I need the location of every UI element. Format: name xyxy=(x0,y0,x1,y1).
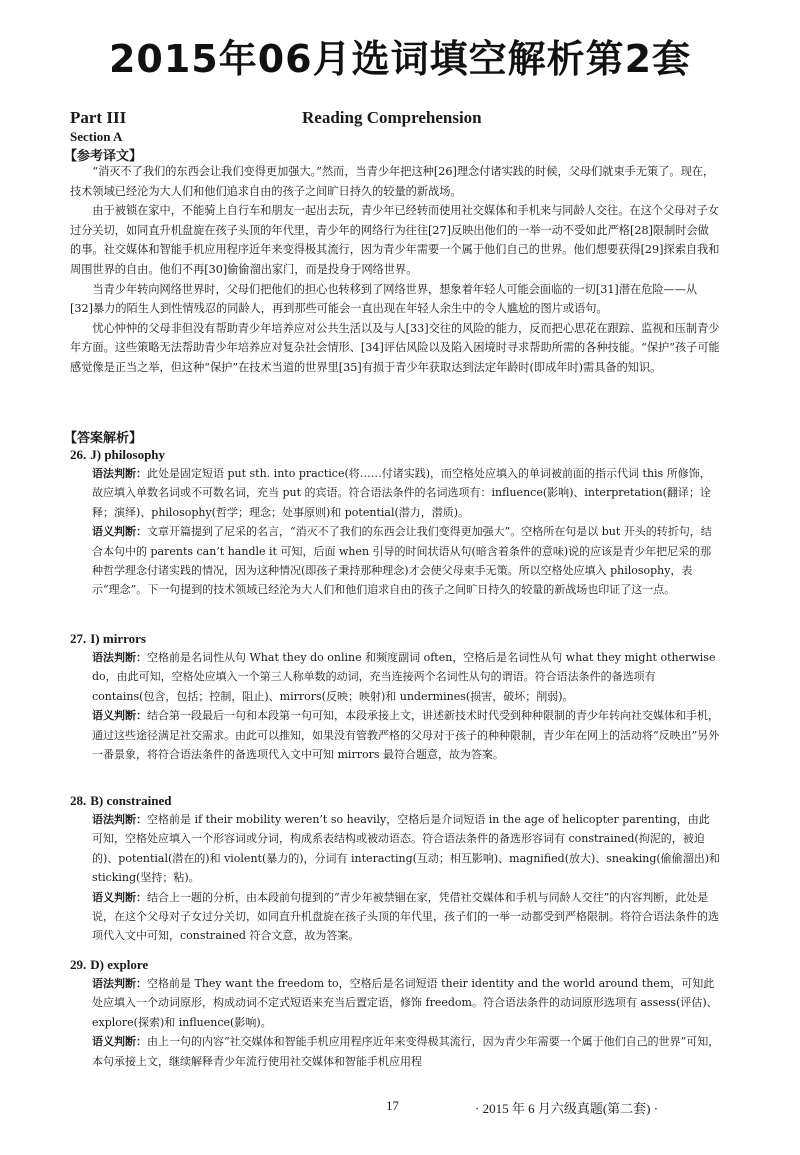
analysis-text: 空格前是 if their mobility weren’t so heavily，空格后是介词短语 in the age of helicopter parenting，由此可知，空格处应填入一个形容词或分词，构成系表结构或被动语态。符合语法条件的备选形容词有 constrained(拘泥的，被迫的)、potential(潜在的)和 violent(暴力的)，分词有 interacting(互动；相互影响)、magnified(放大)、sneaking(偷偷溜出)和 sticking(坚持；粘)。 xyxy=(92,813,720,885)
translation-heading: 【参考译文】 xyxy=(64,149,143,164)
answer-choice: D) explore xyxy=(90,957,149,972)
translation-paragraph: 当青少年转向网络世界时，父母们把他们的担心也转移到了网络世界，想象着年轻人可能会面临的一切[31]潜在危险——从[32]暴力的陌生人到性情残忍的同龄人，再到那些可能会一直出现在年轻人余生中的令人尴尬的图片或语句。 xyxy=(70,282,698,316)
source-label: · 2015 年 6 月六级真题(第二套) · xyxy=(475,1101,659,1116)
analysis-label: 语法判断： xyxy=(92,977,147,990)
analysis-label: 语法判断： xyxy=(92,467,147,480)
part-label: Part III xyxy=(70,108,127,127)
translation-paragraph: 由于被锁在家中，不能骑上自行车和朋友一起出去玩，青少年已经转而使用社交媒体和手机来与同龄人交往。在这个父母对子女过分关切，如同直升机盘旋在孩子头顶的年代里，青少年的网络行为往往[27]反映出他们的一举一动不受如此严格[28]限制时会做的事。社交媒体和智能手机应用程序近年来变得极其流行，因为青少年需要一个属于他们自己的世界。他们想要获得[29]探索自我和周围世界的自由。他们不再[30]偷偷溜出家门，而是投身于网络世界。 xyxy=(70,204,720,276)
question-number: 29. xyxy=(70,957,87,972)
answer-choice: I) mirrors xyxy=(90,631,146,646)
semantic-analysis xyxy=(92,1032,720,1071)
semantic-analysis xyxy=(92,522,720,600)
answer-choice: J) philosophy xyxy=(90,447,166,462)
answers-heading: 【答案解析】 xyxy=(64,431,143,446)
answer-header xyxy=(70,446,720,464)
page-number: 17 xyxy=(386,1098,399,1113)
answer-header xyxy=(70,956,720,974)
grammar-analysis xyxy=(92,810,720,888)
analysis-label: 语义判断： xyxy=(92,1035,147,1049)
grammar-analysis xyxy=(92,464,720,522)
analysis-label: 语义判断： xyxy=(92,525,147,539)
grammar-analysis xyxy=(92,974,720,1032)
analysis-text: 空格前是名词性从句 What they do online 和频度副词 often，空格后是名词性从句 what they might otherwise do，由此可知，空格处应填入一个第三人称单数的动词，充当连接两个名词性从句的谓语。符合语法条件的备选项有 contains(包含，包括；控制，阻止)、mirrors(反映；映射)和 undermines(损害，破坏；削弱)。 xyxy=(92,651,716,703)
question-number: 26. xyxy=(70,447,87,462)
analysis-label: 语法判断： xyxy=(92,651,147,664)
analysis-label: 语法判断： xyxy=(92,813,147,826)
analysis-text: 由上一句的内容“社交媒体和智能手机应用程序近年来变得极其流行，因为青少年需要一个属于他们自己的世界”可知，本句承接上文，继续解释青少年流行使用社交媒体和智能手机应用程 xyxy=(92,1035,720,1068)
question-number: 27. xyxy=(70,631,87,646)
analysis-text: 空格前是 They want the freedom to，空格后是名词短语 their identity and the world around them，可知此处应填入一个动词原形，构成动词不定式短语来充当后置定语，修饰 freedom。符合语法条件的动词原形选项有 assess(评估)、explore(探索)和 influence(影响)。 xyxy=(92,977,718,1029)
answer-item-26 xyxy=(70,446,720,600)
analysis-text: 结合上一题的分析，由本段前句提到的“青少年被禁锢在家，凭借社交媒体和手机与同龄人交往”的内容判断，此处是说，在这个父母对子女过分关切，如同直升机盘旋在孩子头顶的年代里，孩子们的一举一动都受到严格限制。将符合语法条件的选项代入文中可知，constrained 符合文意，故为答案。 xyxy=(92,890,719,943)
part-header xyxy=(70,108,730,130)
semantic-analysis xyxy=(92,888,720,946)
answer-header xyxy=(70,792,720,810)
semantic-analysis xyxy=(92,706,720,764)
analysis-text: 此处是固定短语 put sth. into practice(将……付诸实践)，而空格处应填入的单词被前面的指示代词 this 所修饰，故应填入单数名词或不可数名词，充当 put 的宾语。符合语法条件的名词选项有：influence(影响)、interpretation(翻译；诠释；演绎)、philosophy(哲学；理念；处事原则)和 potential(潜力，潜质)。 xyxy=(92,467,711,519)
translation-paragraph: 忧心忡忡的父母非但没有帮助青少年培养应对公共生活以及与人[33]交往的风险的能力，反而把心思花在跟踪、监视和压制青少年方面。这些策略无法帮助青少年培养应对复杂社会情形、[34]评估风险以及陷入困境时寻求帮助所需的各种技能。“保护”孩子可能感觉像是正当之举，但这种“保护”在技术当道的世界里[35]有损于青少年获取达到法定年龄时(即成年时)需具备的知识。 xyxy=(70,321,720,374)
translation-paragraph: “消灭不了我们的东西会让我们变得更加强大。”然而，当青少年把这种[26]理念付诸实践的时候，父母们就束手无策了。现在，技术领域已经沦为大人们和他们追求自由的孩子之间旷日持久的较量的新战场。 xyxy=(70,165,715,198)
page-title: 2015年06月选词填空解析第2套 xyxy=(108,37,692,81)
analysis-label: 语义判断： xyxy=(92,709,147,723)
answer-item-28 xyxy=(70,792,720,946)
answer-item-29 xyxy=(70,956,720,1071)
question-number: 28. xyxy=(70,793,87,808)
analysis-text: 文章开篇提到了尼采的名言，“消灭不了我们的东西会让我们变得更加强大”。空格所在句是以 but 开头的转折句，结合本句中的 parents can’t handle it 可知，后面 when 引导的时间状语从句(暗含着条件的意味)说的应该是青少年把尼采的那种哲学理念付诸实践的情况，因为这种情况(即孩子秉持那种理念)才会使父母束手无策。所以空格处应填入 philosophy，表示“理念”。下一句提到的技术领域已经沦为大人们和他们追求自由的孩子之间旷日持久的较量的新战场也印证了这一点。 xyxy=(92,525,712,597)
analysis-text: 结合第一段最后一句和本段第一句可知，本段承接上文，讲述新技术时代受到种种限制的青少年转向社交媒体和手机，通过这些途径满足社交需求。由此可以推知，如果没有管教严格的父母对于孩子的种种限制，青少年在网上的活动将“反映出”另外一番景象，将符合语法条件的备选项代入文中可知 mirrors 最符合题意，故为答案。 xyxy=(92,709,720,762)
answer-item-27 xyxy=(70,630,720,764)
section-label: Section A xyxy=(70,129,123,144)
part-title: Reading Comprehension xyxy=(302,108,482,127)
answer-header xyxy=(70,630,720,648)
answer-choice: B) constrained xyxy=(90,793,172,808)
translation-body xyxy=(70,162,720,378)
grammar-analysis xyxy=(92,648,720,706)
analysis-label: 语义判断： xyxy=(92,890,147,904)
